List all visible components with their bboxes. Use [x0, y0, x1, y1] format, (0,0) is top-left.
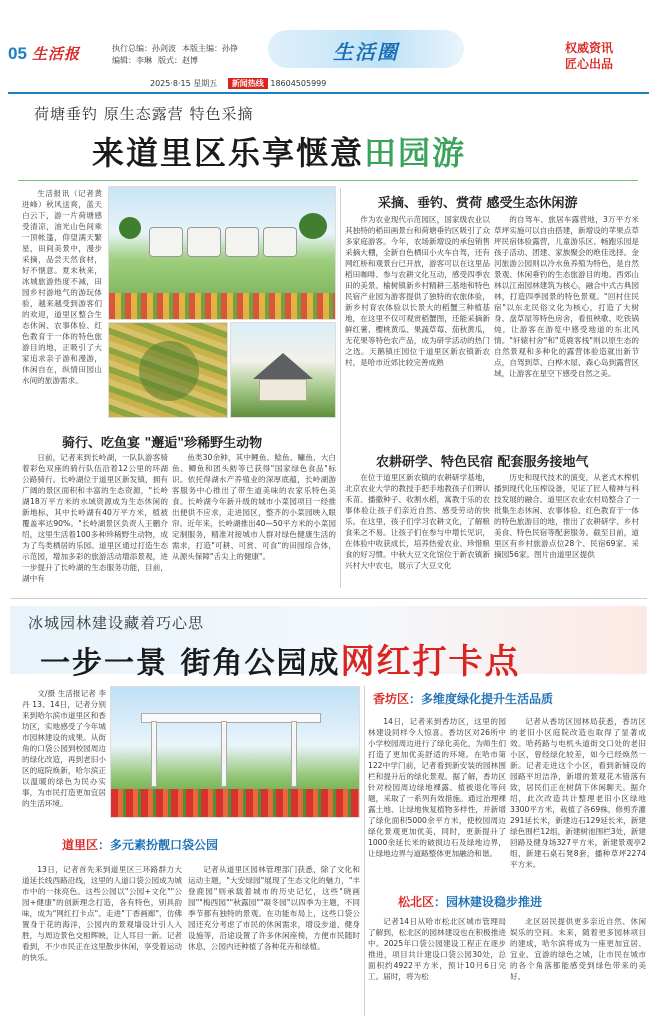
district-heading: 道里区：多元素扮靓口袋公园 — [62, 838, 219, 852]
article-paragraph: 记者14日从哈市松北区城市管理局了解到，松北区的园林建设也在积极推进中。2025年口袋公园建设工程正在逐步推进，项目共计建设口袋公园30处，总面积约4922平方米，预计10月6日完工。届时，将为松 — [368, 917, 506, 981]
slogan-line: 权威资讯 — [565, 41, 614, 55]
article-paragraph: 在位于道里区新农镇的农耕研学基地，北京农业大学的教授手把手地教孩子们辨认禾苗、播撒种子、收割水稻，寓教于乐的农事体验让孩子们亲近自然、感受劳动的快乐。在这里，孩子们学习农耕文化，了解粮食来之不易。让孩子们在参与中增长见识，在体验中收获成长，培养热爱农业、珍惜粮食的好习惯。中秋大豆文化馆位于新农镇新兴村大中农屯，展示了大豆文化 — [345, 473, 490, 570]
article-paragraph: 记者从道里区园林管理部门获悉，除了文化和运动主题，"大安绿园"展现了生态文化的魅力，"丰登鹿园"则承载着城市的历史记忆，这些"晓画园""梅西园""秋露园""凝冬园"以四季为主题，不同季节都有独特的景观。在功能布局上，这些口袋公园还充分考虑了市民的休闲需求，增设步道、健身设施等，沿途设置了许多休闲座椅，方便市民随时休息，公园内还种植了各种花卉和绿植。 — [188, 865, 360, 951]
park-pergola-photo — [110, 686, 360, 818]
article-paragraph: 14日，记者来到香坊区，这里的园林建设同样令人惊喜。香坊区对26所中小学校园周边进行了绿化美化，为师生们打造了更加优美舒适的环境。在哈市第122中学门前，记者看到新安装的园林围栏和提升后的绿化景观。据了解，香坊区针对校园周边绿地裸露、植被退化等问题，采取了一系列有效措施。通过治理裸露土地、让绿地恢复植物多样性，并新增了绿化面积5000余平方米，使校园周边绿化景观更加优美，同时，更新提升了1000余延长米的破损边石及绿地边界，让绿地边界与道路整体更加融洽和谐。 — [368, 717, 506, 858]
story2-headline — [40, 634, 520, 683]
article-paragraph: 作为农业现代示范园区，国家级农业以其独特的稻田画景台和荷塘垂钓区吸引了众多家庭游客。今年，农场新增设的承包销售采摘大棚，全新自色栖田小火车自驾，还有网红桥和观景台已开放，游客可以在这里品稻田咖啡、参与农耕文化互动，感受四季农田的美景。榆树镇新乡村精耕三基地和特色民宿产业园为游客提供了独特的农旅体验，新乡村育农体验以长景大的稻蟹三种植基地，在这里不仅可观赏稻蟹图，还能采摘新鲜红薯、樱桃黄瓜、果蔬草莓、茄秋黄瓜，无花果等特色农产品，成为研学活动的热门之选。天鹅镇庄园位于道里区新农镇新农村，是哈市近郊比较完善成熟 — [345, 215, 490, 367]
lead-paragraph: 生活报讯（记者黄进峰）秋风送爽，蓝天白云下，游一片荷塘感受清凉，油光山色间乘一顶帐篷，仰望满天繁星，田间美景中，漫步采摘，品尝天然食材，好不惬意。夏末秋来，冰城旅游热度不减，田园乡村游地气的游玩体验，越来越受到游客们的欢迎，道里区整合生态休闲、农事体验、红色教育于一体的特色旅游目的地，正吸引了大家追求亲子游和漫游，休闲自在，纵情田园山水间的旅游需求。 — [22, 189, 102, 385]
article-column — [510, 716, 646, 882]
slogan — [565, 40, 613, 72]
article-column — [345, 214, 490, 442]
article-column — [494, 214, 639, 442]
district-title: 多元素扮靓口袋公园 — [110, 838, 219, 852]
subheading: 骑行、吃鱼宴 "邂逅"珍稀野生动物 — [62, 436, 263, 451]
hotline-number: 18604505999 — [270, 79, 327, 88]
article-paragraph: 记者从香坊区园林局获悉，香坊区的老旧小区庭院改造也取得了显著成效。哈药路与电机头道街交口处的老旧小区，曾经绿化较差，如今已经焕然一新。记者走进这个小区，看到新铺设的园路平坦洁净，新增的景观花木错落有致，居民们正在树荫下休闲聊天。据介绍，此次改造共计整理老旧小区绿地3300平方米，栽植了各69株，修剪乔灌291延长米，新建边石129延长米，新建绿色围栏12组，新建树池围栏3处，新建回路及健身场327平方米，新建景观亭2组，新建石桌石凳8套，播种草坪2274平方米。 — [510, 717, 646, 869]
story2-kicker: 冰城园林建设藏着巧心思 — [28, 614, 205, 632]
paper-name: 生活报 — [32, 45, 81, 63]
article-column — [188, 864, 360, 1014]
district-name: 道里区 — [62, 838, 99, 852]
issue-weekday: 星期五 — [193, 79, 218, 88]
masthead — [0, 0, 657, 96]
tourist-train-photo — [108, 186, 336, 320]
story1-lead — [22, 188, 102, 428]
story-divider — [10, 598, 647, 599]
lead-paragraph: 文/摄 生活报记者 李丹 13、14日，记者分别来到哈尔滨市道里区和香坊区，实地感受了今年城市园林建设的成果。从街角的口袋公园到校园周边的绿化改造，再到老旧小区的庭院焕新，哈尔滨正以温暖的绿色为民办实事，为市民打造更加宜居的生活环境。 — [22, 689, 106, 808]
district-title: 多维度绿化提升生活品质 — [421, 692, 554, 706]
train-illustration — [149, 227, 299, 267]
article-column — [368, 716, 506, 882]
headline-main: 来道里区乐享惬意 — [92, 134, 365, 172]
column-divider — [340, 188, 341, 588]
editor-credit: 编辑：李琳 — [112, 56, 152, 65]
section-banner — [268, 30, 464, 68]
article-column — [368, 916, 506, 1016]
hotline-label: 新闻热线 — [228, 78, 268, 89]
rice-field-art-photo — [108, 322, 228, 418]
masthead-rule — [8, 92, 649, 94]
district-name: 香坊区 — [373, 692, 410, 706]
article-paragraph: 鱼类30余种，其中鲤鱼、鲶鱼、鳙鱼、大白鱼、鲫鱼和团头鲂等已获得"国家绿色食品"标识。依托得湖水产养殖业的深厚底蕴，长岭湖游客服务中心推出了带生道美味的农家乐特色美食。长岭湖今年新升级的城市小菜园项目一经推出便供不应求，走进园区，整齐的小菜园映入眼帘。近年来，长岭湖推出40—50平方米的小菜园定制服务，精准对接城市人群对绿色健康生活的需求，打造"可耕、可赏、可食"的田园综合体，从源头保障"舌尖上的健康"。 — [172, 453, 336, 561]
subheading: 农耕研学、特色民宿 配套服务接地气 — [376, 455, 589, 470]
story2-lead — [22, 688, 106, 816]
article-paragraph: 北区居民提供更多亲近自然、休闲娱乐的空间。未来，随着更多园林项目的建成，哈尔滨将成为一座更加宜居、宜业、宜游的绿色之城，让市民在城市的各个角落都能感受到绿色带来的美好。 — [510, 917, 646, 981]
headline-highlight: 田园游 — [364, 134, 467, 172]
article-paragraph: 的自驾车、旅居车露营地，3万平方米草坪实施可以自由搭建，新增设的苹果点草坪民宿体验露营，儿童游乐区、畅跑乐园是孩子活动、团建、家族聚会的绝佳选择。金河旅游公园则以冷水鱼养殖为特色，是自然景观、休闲垂钓的生态旅游目的地。西郊山林以江南园林建筑为核心，融合中式古典园林，打造四季园景的特色景观。"回村住民宿"以东北民俗文化为核心，打造了大树身、盘草屋等特色房舍，看扭秧歌、吃铁锅炖，让游客在游览中感受地道的东北风情。"轩辕村舍"和"觅鹿客栈"则以原生态的自然景观和多种化的露营体验造就出新节点，自驾到草、白桦木屋、森心岛到露营区域，让游客在星空下感受自然之美。 — [494, 215, 639, 378]
article-paragraph: 历史和现代技术的演变，从老式木榨机播到现代化压榨设备，见证了匠人精神与科技发展的融合。道里区农业农村局整合了一批集生态休闲、农事体验、红色教育于一体的特色旅游目的地，推出了农耕研学、乡村美食、特色民宿等配套服务。截至目前，道里区有乡村旅游点位28个、民宿69家、采摘园56家。图片由道里区提供 — [494, 473, 639, 559]
editor-credit: 本版主编：孙铮 — [182, 44, 238, 53]
story1-headline — [92, 128, 466, 174]
section-divider — [18, 180, 638, 181]
date-bar — [150, 78, 326, 89]
article-paragraph: 13日，记者首先来到道里区三环路群力大道延长线西路沿线，这里的人道口袋公园成为城市中的一抹亮色。这些公园以"公园+文化""公园+健康"的创新理念打造，各有特色，别具韵味，成为"网红打卡点"。走进"丁香画廊"，仿佛置身于花的海洋，公园内的景观墙设计引人入胜，与周边景色交相辉映，让人耳目一新。记者看到，不少市民正在这里散步休闲，享受着运动的快乐。 — [22, 865, 182, 962]
district-name: 松北区 — [398, 895, 435, 909]
article-column — [345, 472, 490, 588]
slogan-line: 匠心出品 — [565, 57, 614, 71]
article-paragraph: 日前，记者来到长岭湖，一队队游客骑着彩色双座的骑行队伍沿着12公里的环湖公路骑行。长岭湖位于道里区新发镇，拥有广阔的景区面积和丰富的生态资源，"长岭湖18万平方米的水域资源成为生态休闲的新地标，其中长岭湖有40万平方米，植被覆盖率达90%。"长岭湖景区负责人王鹏介绍，这里生活着100多种珍稀野生动物，成为了鸟类栖居的乐园。道里区通过打造生态示范园，增加多彩的旅游活动增添景观，进一步提升了长岭湖的生态服务功能，目前，湖中有 — [22, 453, 168, 583]
article-column — [494, 472, 639, 588]
subheading: 采摘、垂钓、赏荷 感受生态休闲游 — [378, 196, 578, 211]
article-column — [22, 864, 182, 1014]
article-column — [510, 916, 646, 1016]
article-column — [172, 452, 336, 588]
editor-credit: 执行总编：孙剑波 — [112, 44, 176, 53]
article-column — [22, 452, 168, 588]
headline-main: 一步一景 街角公园成 — [40, 646, 341, 681]
page-number: 05 — [8, 44, 27, 63]
story1-kicker: 荷塘垂钓 原生态露营 特色采摘 — [34, 105, 254, 123]
editor-credits — [112, 43, 244, 67]
issue-date: 2025·8·15 — [150, 79, 191, 88]
column-divider — [364, 686, 365, 1016]
district-heading: 香坊区：多维度绿化提升生活品质 — [373, 692, 554, 706]
headline-highlight: 网红打卡点 — [340, 642, 521, 682]
farmhouse-photo — [230, 322, 336, 418]
editor-credit: 版式：赵博 — [158, 56, 198, 65]
district-title: 园林建设稳步推进 — [446, 895, 543, 909]
section-name: 生活圈 — [333, 40, 399, 64]
district-heading: 松北区：园林建设稳步推进 — [398, 895, 543, 909]
